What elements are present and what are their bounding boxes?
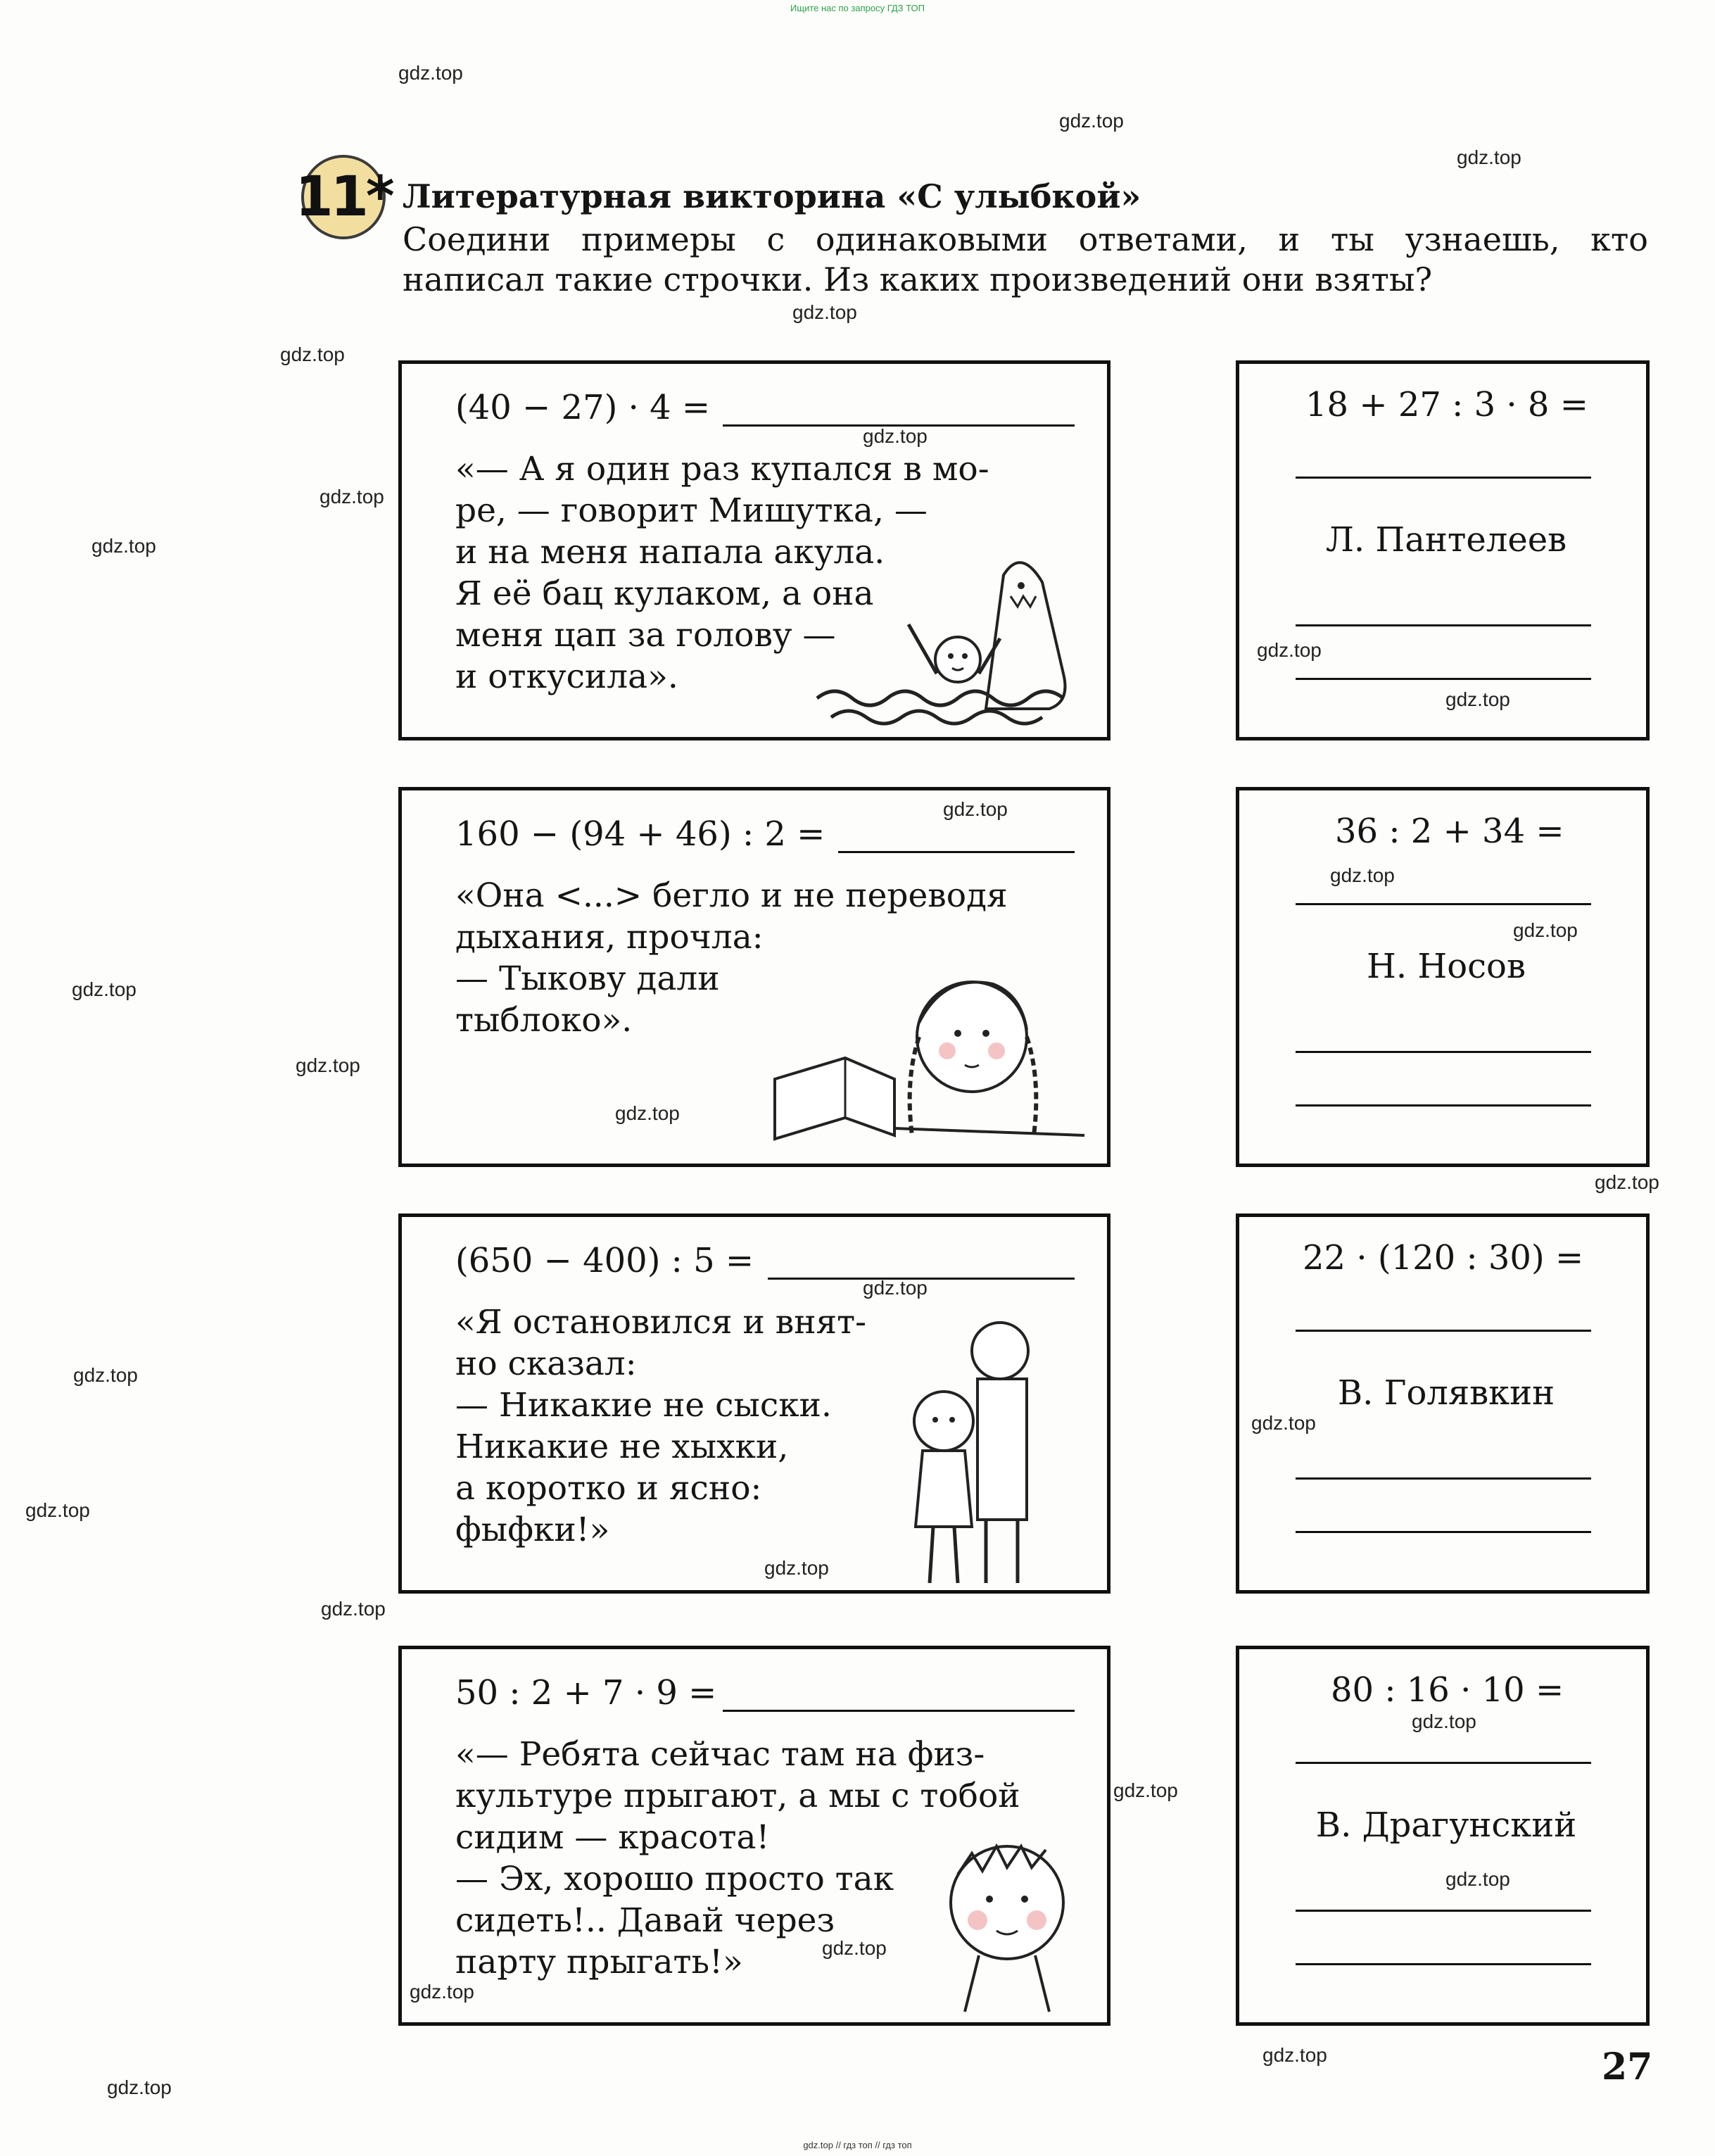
answer-line[interactable] [838, 851, 1075, 853]
quote-card-4 [398, 1646, 1110, 2026]
girl-reading-illustration [761, 945, 1091, 1156]
answer-line[interactable] [1296, 1477, 1591, 1480]
watermark: gdz.top [1251, 1412, 1316, 1434]
watermark: gdz.top [1059, 110, 1124, 132]
author-card-1 [1236, 360, 1650, 740]
card-quote: «— Ребята сейчас там на физ- культуре прыгают, а мы с тобой сидим — красота! — Эх, хорошо просто так сидеть!.. Давай через парту прыгать!» [455, 1735, 1020, 1981]
card-expression: 18 + 27 : 3 · 8 = [1305, 385, 1588, 424]
answer-line[interactable] [768, 1278, 1075, 1280]
watermark: gdz.top [863, 1277, 928, 1299]
card-expression: 50 : 2 + 7 · 9 = [455, 1673, 717, 1713]
watermark: gdz.top [1257, 639, 1322, 661]
answer-line[interactable] [1296, 1963, 1591, 1965]
card-expression: 36 : 2 + 34 = [1335, 812, 1564, 851]
answer-line[interactable] [1296, 624, 1591, 626]
watermark: gdz.top [863, 425, 928, 447]
watermark: gdz.top [615, 1102, 680, 1124]
watermark: gdz.top [25, 1499, 90, 1521]
quote-card-2 [398, 787, 1110, 1167]
watermark: gdz.top [1330, 864, 1395, 886]
author-name: Н. Носов [1367, 947, 1526, 986]
author-card-4 [1236, 1646, 1650, 2026]
author-name: В. Голявкин [1337, 1373, 1555, 1413]
quote-card-3 [398, 1213, 1110, 1594]
watermark: gdz.top [822, 1937, 887, 1959]
watermark: gdz.top [764, 1557, 829, 1579]
watermark: gdz.top [410, 1981, 474, 2003]
answer-line[interactable] [723, 1710, 1075, 1712]
two-boys-illustration [894, 1316, 1070, 1590]
watermark: gdz.top [1595, 1171, 1659, 1193]
watermark: gdz.top [1513, 919, 1578, 941]
answer-line[interactable] [1296, 1330, 1591, 1332]
watermark: gdz.top [280, 343, 345, 365]
watermark: gdz.top [107, 2076, 172, 2098]
card-expression: 160 − (94 + 46) : 2 = [455, 814, 825, 854]
card-quote: «Я остановился и внят- но сказал: — Никакие не сыски. Никакие не хыхки, а коротко и ясно: фыфки!» [455, 1303, 867, 1549]
watermark: gdz.top [319, 486, 384, 508]
watermark: gdz.top [398, 62, 463, 84]
watermark: gdz.top [1113, 1779, 1178, 1801]
watermark: gdz.top [943, 798, 1008, 820]
card-expression: (40 − 27) · 4 = [455, 388, 711, 427]
watermark: gdz.top [1445, 1868, 1510, 1890]
watermark: gdz.top [321, 1598, 386, 1620]
task-title: Литературная викторина «С улыбкой» [403, 177, 1141, 215]
card-quote: «Она <...> бегло и не переводя дыхания, прочла: — Тыкову дали тыблоко». [455, 876, 1008, 1040]
watermark: gdz.top [91, 535, 156, 557]
watermark: gdz.top [296, 1054, 360, 1076]
boy-face-illustration [937, 1825, 1077, 2015]
author-name: В. Драгунский [1315, 1805, 1577, 1845]
watermark: gdz.top [72, 978, 137, 1000]
task-instruction-line1: Соедини примеры с одинаковыми ответами, и ты узнаешь, кто [403, 220, 1648, 258]
author-card-2 [1236, 787, 1650, 1167]
watermark: gdz.top [73, 1364, 138, 1386]
watermark: gdz.top [792, 301, 857, 323]
card-expression: 80 : 16 · 10 = [1331, 1670, 1564, 1710]
author-card-3 [1236, 1213, 1650, 1594]
watermark: gdz.top [1457, 146, 1521, 168]
card-quote: «— А я один раз купался в мо- ре, — говорит Мишутка, — и на меня напала акула. Я её бац кулаком, а она меня цап за голову — и откусила». [455, 450, 989, 696]
page-number: 27 [1602, 2045, 1653, 2088]
header-note: Ищите нас по запросу ГДЗ ТОП [790, 3, 925, 13]
answer-line[interactable] [723, 424, 1075, 427]
watermark: gdz.top [1412, 1710, 1476, 1732]
answer-line[interactable] [1296, 903, 1591, 905]
answer-line[interactable] [1296, 1910, 1591, 1912]
answer-line[interactable] [1296, 678, 1591, 680]
watermark: gdz.top [1445, 688, 1510, 710]
answer-line[interactable] [1296, 477, 1591, 479]
answer-line[interactable] [1296, 1051, 1591, 1053]
answer-line[interactable] [1296, 1531, 1591, 1533]
boy-and-shark-illustration [810, 533, 1091, 730]
quote-card-1 [398, 360, 1110, 740]
answer-line[interactable] [1296, 1762, 1591, 1764]
card-expression: 22 · (120 : 30) = [1303, 1238, 1584, 1278]
answer-line[interactable] [1296, 1104, 1591, 1107]
card-expression: (650 − 400) : 5 = [455, 1241, 754, 1280]
footer-note: gdz.top // гдз топ // гдз топ [803, 2140, 912, 2150]
task-instruction-line2: написал такие строчки. Из каких произведений они взяты? [403, 260, 1433, 298]
watermark: gdz.top [1262, 2044, 1327, 2066]
task-number-badge: 11* [301, 155, 386, 239]
author-name: Л. Пантелеев [1325, 520, 1567, 560]
